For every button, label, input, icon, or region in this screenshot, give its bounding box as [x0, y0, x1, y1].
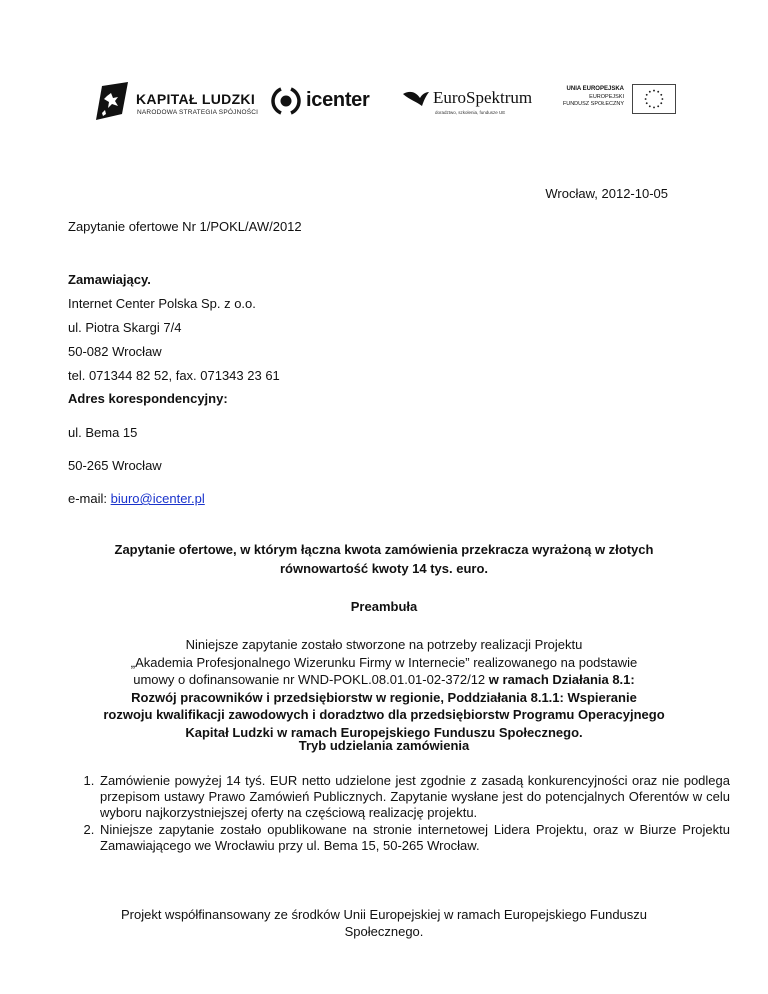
eu-line3: FUNDUSZ SPOŁECZNY: [562, 101, 624, 108]
correspondence-city: 50-265 Wrocław: [68, 458, 162, 473]
kapital-ludzki-title: KAPITAŁ LUDZKI: [136, 91, 256, 107]
icenter-wordmark: icenter: [306, 89, 370, 111]
preamble-line-5: rozwoju kwalifikacji zawodowych i doradztwo dla przedsiębiorstw Programu Operacyjnego: [103, 707, 665, 722]
title-line-2: równowartość kwoty 14 tys. euro.: [279, 561, 489, 576]
kapital-ludzki-emblem-icon: [94, 80, 130, 122]
document-date: Wrocław, 2012-10-05: [545, 186, 668, 201]
eurospektrum-wordmark: EuroSpektrum: [433, 88, 533, 107]
preamble-line-3-bold: w ramach Działania 8.1:: [488, 672, 635, 687]
email-line: [68, 491, 205, 506]
icenter-logo: [270, 84, 380, 118]
eu-fund-text: [550, 86, 624, 109]
preamble-line-3: [0, 671, 768, 689]
correspondence-heading: Adres korespondencyjny:: [68, 391, 228, 406]
procedure-heading: Tryb udzielania zamówienia: [298, 738, 470, 753]
footer-line-1: Projekt współfinansowany ze środków Unii Europejskiej w ramach Europejskiego Funduszu: [120, 907, 648, 922]
orderer-street: ul. Piotra Skargi 7/4: [68, 320, 182, 335]
footer-line-2: Społecznego.: [344, 924, 424, 939]
document-title: [0, 540, 768, 578]
kapital-ludzki-logo: [92, 78, 262, 124]
preamble-line-3-normal: umowy o dofinansowanie nr WND-POKL.08.01.01-02-372/12: [133, 672, 489, 687]
inquiry-number: Zapytanie ofertowe Nr 1/POKL/AW/2012: [68, 219, 302, 234]
procedure-list: [68, 773, 730, 854]
preamble-line-4: Rozwój pracowników i przedsiębiorstw w regionie, Poddziałania 8.1.1: Wspieranie: [131, 689, 637, 705]
orderer-city: 50-082 Wrocław: [68, 344, 162, 359]
preamble-heading: Preambuła: [350, 599, 418, 614]
eurospektrum-subtitle: doradztwo, szkolenia, fundusze UE: [435, 110, 506, 115]
preamble-body: [0, 636, 768, 741]
orderer-phone: tel. 071344 82 52, fax. 071343 23 61: [68, 368, 280, 383]
eurospektrum-bird-icon: [402, 88, 430, 110]
footer-note: [0, 906, 768, 940]
email-label: e-mail:: [68, 491, 111, 506]
preamble-line-1: Niniejsze zapytanie zostało stworzone na potrzeby realizacji Projektu: [185, 637, 583, 652]
procedure-item-1: 1. Zamówienie powyżej 14 tyś. EUR netto udzielone jest zgodnie z zasadą konkurencyjności oraz nie podlega przepisom ustawy Prawo Zamówień Publicznych. Zapytanie wysłane jest do potencjalnych Oferentów w celu wyboru najkorzystniejszej oferty na częściową realizację projektu.: [98, 773, 730, 822]
eu-line2: EUROPEJSKI: [589, 93, 624, 100]
orderer-name: Internet Center Polska Sp. z o.o.: [68, 296, 256, 311]
eu-fund-logo: [550, 84, 678, 118]
correspondence-street: ul. Bema 15: [68, 425, 138, 440]
eu-flag-icon: [632, 84, 676, 114]
preamble-line-2: „Akademia Profesjonalnego Wizerunku Firmy w Internecie” realizowanego na podstawie: [130, 654, 638, 670]
icenter-emblem-icon: [270, 86, 302, 116]
title-line-1: Zapytanie ofertowe, w którym łączna kwota zamówienia przekracza wyrażoną w złotych: [114, 542, 654, 557]
email-link[interactable]: biuro@icenter.pl: [110, 491, 205, 506]
orderer-heading: Zamawiający.: [68, 272, 151, 287]
preamble-line-6: Kapitał Ludzki w ramach Europejskiego Funduszu Społecznego.: [185, 724, 583, 740]
kapital-ludzki-subtitle: NARODOWA STRATEGIA SPÓJNOŚCI: [137, 109, 259, 116]
eurospektrum-logo: [402, 84, 532, 120]
logo-bar: [92, 78, 682, 124]
eu-line1: UNIA EUROPEJSKA: [566, 86, 624, 92]
procedure-item-2: 2. Niniejsze zapytanie zostało opublikowane na stronie internetowej Lidera Projektu, oraz w Biurze Projektu Zamawiającego we Wrocławiu przy ul. Bema 15, 50-265 Wrocław.: [98, 822, 730, 854]
